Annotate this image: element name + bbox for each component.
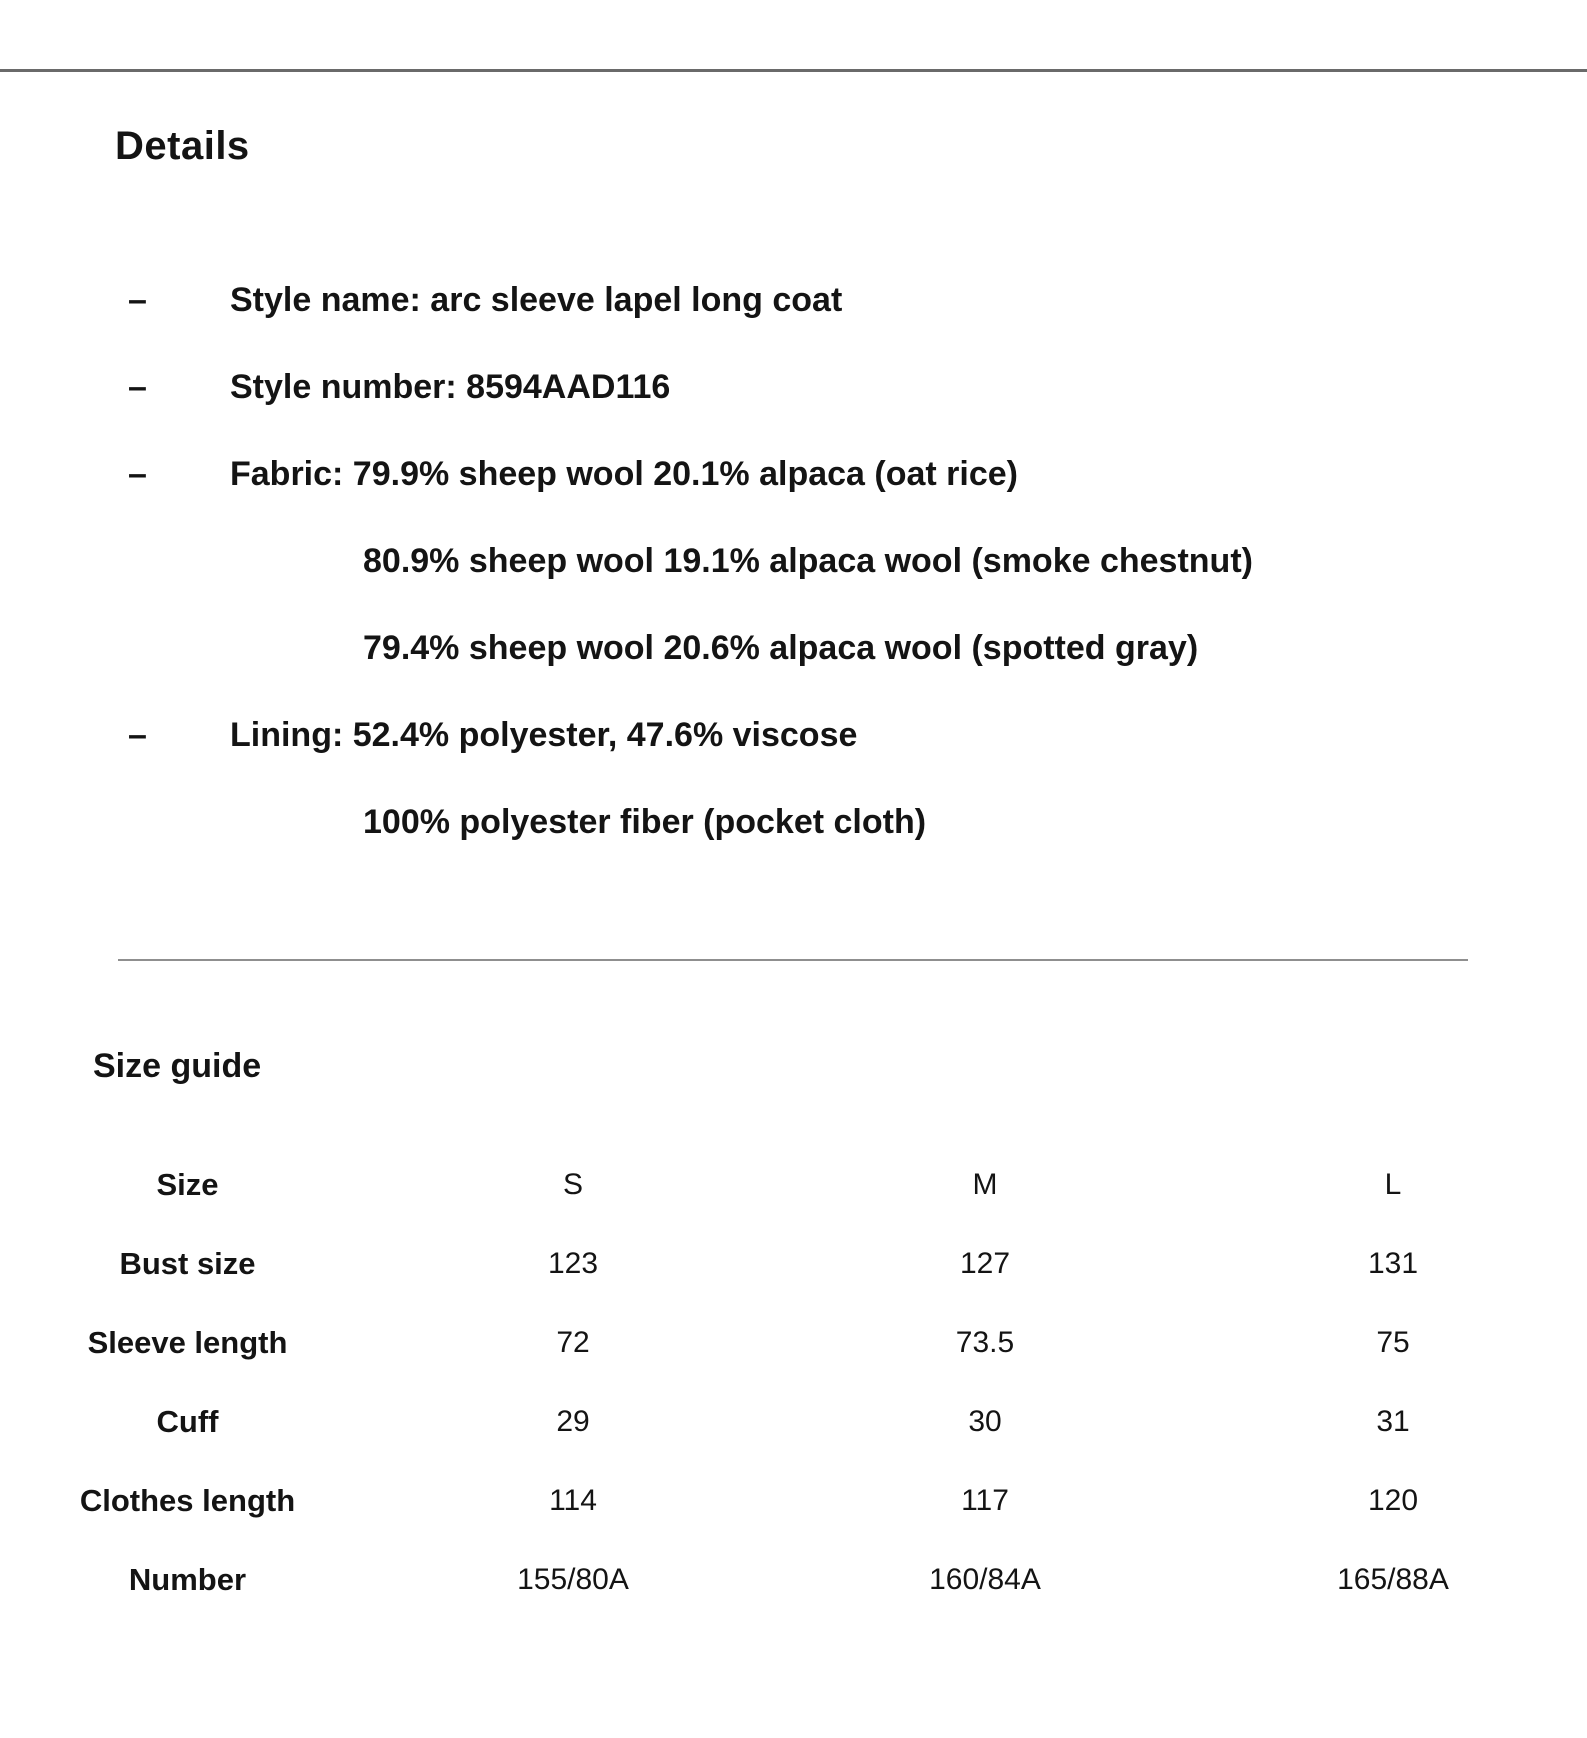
detail-text: Style name: arc sleeve lapel long coat (230, 281, 843, 319)
detail-item-fabric-variant-3 (0, 626, 1587, 670)
size-table-cell-clothes-s: 114 (549, 1483, 597, 1517)
detail-text: 100% polyester fiber (pocket cloth) (363, 803, 927, 841)
detail-text: Fabric: 79.9% sheep wool 20.1% alpaca (oat rice) (230, 455, 1018, 493)
size-table-cell-bust-l: 131 (1367, 1246, 1419, 1280)
detail-text: Style number: 8594AAD116 (230, 368, 671, 406)
details-heading: Details (115, 124, 250, 168)
size-table-cell-size-m: M (972, 1167, 998, 1201)
detail-text: 80.9% sheep wool 19.1% alpaca wool (smoke chestnut) (363, 542, 1253, 580)
size-table-row-label-number: Number (128, 1561, 247, 1597)
detail-item-style-number (0, 365, 1587, 409)
size-table-row-label-cuff: Cuff (156, 1403, 219, 1439)
detail-item-fabric (0, 452, 1587, 496)
top-divider (0, 69, 1587, 72)
size-table-cell-cuff-s: 29 (556, 1404, 590, 1438)
details-list (0, 278, 1587, 844)
size-table-cell-cuff-l: 31 (1376, 1404, 1410, 1438)
bullet-dash: – (128, 281, 147, 319)
detail-item-pocket-cloth (0, 800, 1587, 844)
size-table-cell-clothes-l: 120 (1367, 1483, 1419, 1517)
size-table-cell-number-l: 165/88A (1337, 1562, 1449, 1596)
detail-item-lining (0, 713, 1587, 757)
detail-item-fabric-variant-2 (0, 539, 1587, 583)
size-table-cell-sleeve-s: 72 (556, 1325, 590, 1359)
size-table-cell-number-s: 155/80A (517, 1562, 629, 1596)
size-table-cell-size-s: S (562, 1167, 583, 1201)
detail-text: Lining: 52.4% polyester, 47.6% viscose (230, 716, 858, 754)
size-table-row-label-bust: Bust size (119, 1245, 256, 1281)
size-table-cell-bust-s: 123 (547, 1246, 599, 1280)
size-table-cell-bust-m: 127 (959, 1246, 1011, 1280)
size-table-row-label-size: Size (156, 1166, 219, 1202)
size-table-row-label-clothes-length: Clothes length (79, 1482, 296, 1518)
product-details-page (0, 69, 1587, 1738)
size-guide-table (0, 1145, 1587, 1619)
size-table-row-label-sleeve: Sleeve length (87, 1324, 288, 1360)
size-table-cell-size-l: L (1384, 1167, 1402, 1201)
size-guide-heading: Size guide (93, 1047, 262, 1085)
size-table-cell-cuff-m: 30 (968, 1404, 1002, 1438)
bullet-dash: – (128, 716, 147, 754)
bullet-dash: – (128, 368, 147, 406)
section-divider (118, 959, 1468, 961)
size-table-cell-sleeve-l: 75 (1376, 1325, 1410, 1359)
detail-item-style-name (0, 278, 1587, 322)
detail-text: 79.4% sheep wool 20.6% alpaca wool (spotted gray) (363, 629, 1199, 667)
size-table-cell-sleeve-m: 73.5 (955, 1325, 1015, 1359)
bullet-dash: – (128, 455, 147, 493)
size-table-cell-number-m: 160/84A (929, 1562, 1041, 1596)
size-table-cell-clothes-m: 117 (961, 1483, 1009, 1517)
